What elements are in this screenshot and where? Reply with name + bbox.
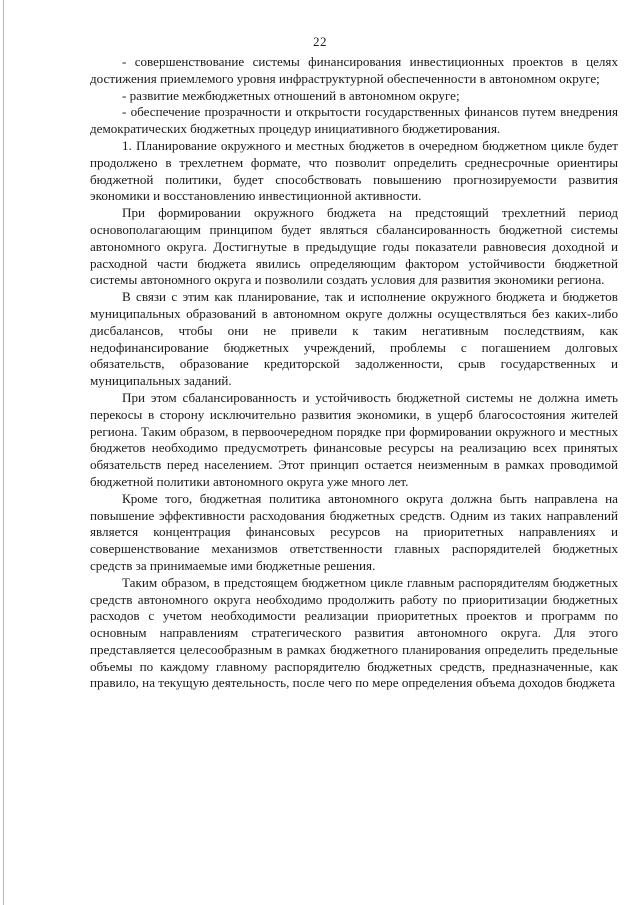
paragraph: - обеспечение прозрачности и открытости государственных финансов путем внедрения демократических бюджетных процедур инициативного бюджетирования. <box>90 104 618 137</box>
page-number: 22 <box>313 34 327 49</box>
paragraph: Таким образом, в предстоящем бюджетном цикле главным распорядителям бюджетных средств автономного округа необходимо продолжить работу по приоритизации бюджетных расходов с учетом необходимости реализации приоритетных проектов и программ по основным направлениям стратегического развития автономного округа. Для этого представляется целесообразным в рамках бюджетного планирования определить предельные объемы по каждому главному распорядителю бюджетных средств, предназначенные, как правило, на текущую деятельность, после чего по мере определения объема доходов бюджета <box>90 574 618 691</box>
paragraph: В связи с этим как планирование, так и исполнение окружного бюджета и бюджетов муниципальных образований в автономном округе должны осуществляться без каких-либо дисбалансов, чтобы они не привели к таким негативным последствиям, как недофинансирование бюджетных учреждений, проблемы с погашением долговых обязательств, образование кредиторской задолженности, срыв государственных и муниципальных заданий. <box>90 289 618 389</box>
paragraph: 1. Планирование окружного и местных бюджетов в очередном бюджетном цикле будет продолжено в трехлетнем формате, что позволит определить среднесрочные ориентиры бюджетной политики, будет способствовать повышению прогнозируемости развития экономики и восстановлению инвестиционной активности. <box>90 137 618 204</box>
paragraph: - совершенствование системы финансирования инвестиционных проектов в целях достижения приемлемого уровня инфраструктурной обеспеченности в автономном округе; <box>90 54 618 86</box>
paragraph: При этом сбалансированность и устойчивость бюджетной системы не должна иметь перекосы в сторону исключительно развития экономики, в ущерб благосостояния жителей региона. Таким образом, в первоочередном порядке при формировании окружного и местных бюджетов необходимо предусмотреть финансовые ресурсы на реализацию всех принятых обязательств перед населением. Этот принцип остается неизменным в рамках проводимой бюджетной политики автономного округа уже много лет. <box>90 389 618 489</box>
document-body <box>90 54 618 692</box>
scan-margin-line <box>3 0 4 905</box>
paragraph: - развитие межбюджетных отношений в автономном округе; <box>122 87 460 103</box>
paragraph: При формировании окружного бюджета на предстоящий трехлетний период основополагающим принципом будет являться сбалансированность бюджетной системы автономного округа. Достигнутые в предыдущие годы показатели равновесия доходной и расходной части бюджета явились определяющим фактором устойчивости бюджетной системы автономного округа и позволили создать условия для развития экономики региона. <box>90 205 618 288</box>
paragraph: Кроме того, бюджетная политика автономного округа должна быть направлена на повышение эффективности расходования бюджетных средств. Одним из таких направлений является концентрация финансовых ресурсов на приоритетных направлениях и совершенствование механизмов ответственности главных распорядителей бюджетных средств за принимаемые ими бюджетные решения. <box>90 490 618 573</box>
